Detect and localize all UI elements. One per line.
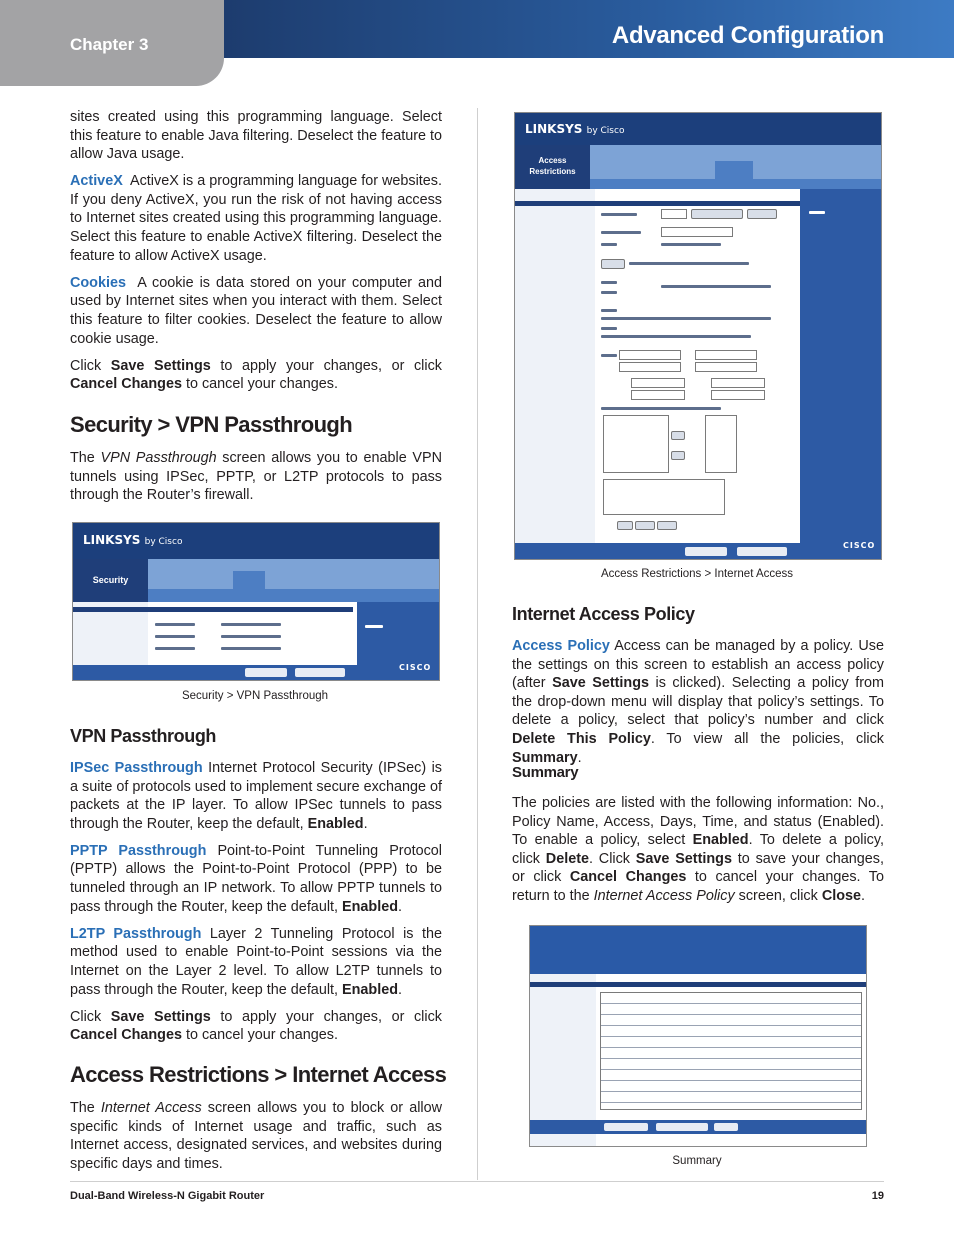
remove-app-button[interactable] [671,451,685,460]
main-menu [148,559,439,589]
add-button[interactable] [617,521,633,530]
sub-menu [148,589,439,602]
brand: LINKSYS [83,533,141,547]
times-inputs[interactable] [601,335,751,338]
text: . To delete a policy, click [512,832,884,867]
text-em: Internet Access Policy [593,887,735,904]
cancel-changes-button[interactable] [295,668,345,677]
java-paragraph: sites created using this programming language. Select this feature to enable Java filtering. Deselect the feature to allow Java usage. [70,109,442,163]
text-em: VPN Passthrough [100,450,217,466]
chapter-label: Chapter 3 [70,35,149,54]
text: to apply your changes, or click [210,357,442,374]
policy-name-input[interactable] [661,227,733,237]
enabled-bold: Enabled [342,898,398,915]
vpn-protocols [70,759,442,1053]
heading-vpn-sub: VPN Passthrough [70,726,217,746]
access-intro [70,1099,442,1182]
restriction-text [661,285,771,288]
text: . To view all the policies, click [650,730,884,747]
help-column [800,189,881,559]
add-app-button[interactable] [671,431,685,440]
text: to cancel your changes. [181,1027,338,1044]
keyword1-input[interactable] [631,378,685,388]
activex-paragraph [70,172,442,265]
help-link[interactable] [809,211,825,214]
pptp-term: PPTP Passthrough [70,842,207,859]
sub-menu [590,179,881,189]
policy-paragraph [512,637,884,767]
section-bar [73,607,353,612]
access-policy-label [601,213,637,216]
url3-input[interactable] [695,350,757,360]
section-label: Security [73,559,148,602]
access-policy-term: Access Policy [512,638,610,654]
text: The [70,450,101,466]
times-label [601,327,617,330]
applications-list[interactable] [603,415,669,473]
footer-line [70,1181,884,1182]
text: Access can be managed by a policy. Use the settings on this screen to establish an access policy (after [512,638,884,692]
brand-by: by Cisco [586,126,625,136]
row-label [155,647,195,650]
cookies-paragraph [70,274,442,348]
access-screenshot [514,112,882,560]
url2-input[interactable] [619,362,681,372]
save-settings-bold: Save Settings [110,1008,211,1025]
keyword2-input[interactable] [631,390,685,400]
cancel-changes-bold: Cancel Changes [569,869,687,886]
summary-section [512,794,884,914]
vpn-intro [70,449,442,513]
l2tp-term: L2TP Passthrough [70,925,202,942]
policy-section [512,637,884,776]
text: is clicked). Selecting a policy from the drop-down menu will display that policy’s settings. To delete a policy, select that policy’s number and click [512,675,884,729]
footer-product: Dual-Band Wireless-N Gigabit Router [70,1190,265,1202]
text: . [398,981,402,998]
access-intro-paragraph [70,1099,442,1173]
heading-summary: Summary [512,764,579,781]
caption-summary: Summary [672,1155,722,1167]
cancel-changes-bold: Cancel Changes [70,376,182,393]
row-label [155,623,195,626]
vpn-screenshot [72,522,440,681]
cancel-changes-button[interactable] [737,547,787,556]
url1-input[interactable] [619,350,681,360]
cancel-changes-bold: Cancel Changes [70,1027,182,1044]
cancel-changes-button[interactable] [656,1123,708,1131]
heading-internet-access-policy: Internet Access Policy [512,604,695,624]
linksys-logo [525,122,624,136]
ipsec-term: IPSec Passthrough [70,760,203,776]
summary-bold: Summary [512,749,578,766]
header-bar [224,0,954,58]
status-label [601,243,617,246]
pptp-paragraph [70,842,442,916]
active-tab [233,571,265,589]
text-em: Internet Access [100,1100,202,1116]
vpn-intro-paragraph [70,449,442,505]
delete-policy-button[interactable] [691,209,743,219]
summary-button[interactable] [747,209,777,219]
text: screen allows you to enable VPN tunnels using IPSec, PPTP, or L2TP protocols to pass through the Router’s firewall. [70,450,442,504]
allow-radio[interactable] [601,291,617,294]
apps-note [601,407,721,410]
status-radio[interactable] [661,243,721,246]
save-settings-button[interactable] [685,547,727,556]
text: to cancel your changes. To return to the [512,869,884,904]
section-bar [515,201,800,206]
close-button[interactable] [714,1123,738,1131]
text: The policies are listed with the following information: No., Policy Name, Access, Days, Time, and status (Enabled). To enable a policy, select [512,795,884,849]
section-label: Access Restrictions [515,145,590,189]
text: screen allows you to block or allow specific kinds of Internet usage and traffic, such as Internet access, designated services, and websites during specific days and times. [70,1100,442,1172]
text: screen, click [734,887,822,904]
active-tab [715,161,753,179]
save-instruction-1 [70,357,442,394]
brand-by: by Cisco [144,537,183,547]
url4-input[interactable] [695,362,757,372]
delete-button[interactable] [657,521,677,530]
delete-bold: Delete [545,850,589,867]
text: . [577,749,582,766]
radio-row[interactable] [221,635,281,638]
summary-screenshot [529,925,867,1147]
cookies-term: Cookies [70,274,126,291]
text: The [70,1100,101,1116]
text: Internet Protocol Security (IPSec) is a suite of protocols used to implement secure exchange of packets at the IP layer. To allow IPSec tunnels to pass through the Router, keep the default, [70,760,442,832]
save-settings-button[interactable] [604,1123,648,1131]
l2tp-paragraph [70,925,442,999]
deny-radio[interactable] [601,281,617,284]
enabled-bold: Enabled [692,832,749,849]
heading-access-restrictions: Access Restrictions > Internet Access [70,1062,447,1087]
text: Click [70,357,111,374]
text: to apply your changes, or click [210,1008,442,1025]
enabled-bold: Enabled [307,815,364,832]
section-bar [530,982,866,987]
days-label [601,309,617,312]
chapter-tab [0,0,224,86]
summary-paragraph [512,794,884,906]
radio-row[interactable] [221,647,281,650]
close-bold: Close [821,887,862,904]
caption-access: Access Restrictions > Internet Access [600,568,794,580]
page-title: Advanced Configuration [611,22,884,49]
policy-dropdown[interactable] [661,209,687,219]
text: Click [70,1008,111,1025]
text: . Click [589,850,636,867]
ipsec-paragraph [70,759,442,833]
save-settings-bold: Save Settings [635,850,732,867]
summary-topbar [530,926,866,974]
url1-label [601,354,617,357]
blocked-list[interactable] [705,415,737,473]
delete-policy-bold: Delete This Policy [512,730,651,747]
text: . [363,815,368,832]
save-instruction-2 [70,1008,442,1045]
radio-row[interactable] [221,623,281,626]
text: to save your changes, or click [512,850,884,886]
text: to cancel your changes. [181,376,338,393]
keyword4-input[interactable] [711,390,765,400]
save-settings-bold: Save Settings [552,675,649,692]
cookies-text: A cookie is data stored on your computer and used by Internet sites when you interact with them. Select this feature to filter cookies. Deselect the feature to allow cookie usage. [70,274,442,347]
enabled-bold: Enabled [342,981,398,998]
page-number: 19 [871,1190,884,1202]
edit-list-button[interactable] [601,259,625,269]
linksys-logo [83,533,182,547]
help-link[interactable] [365,625,383,628]
brand: LINKSYS [525,122,583,136]
save-settings-bold: Save Settings [110,357,211,374]
keyword3-input[interactable] [711,378,765,388]
text: Point-to-Point Tunneling Protocol (PPTP) allows the Point-to-Point Protocol (PPP) to be tunneled through an IP network. To allow PPTP tunnels to pass through the Router, keep the default, [70,842,442,915]
modify-button[interactable] [635,521,655,530]
cisco-logo: CISCO [843,541,876,550]
applied-pcs-text [629,262,749,265]
policy-name-label [601,231,641,234]
caption-vpn: Security > VPN Passthrough [181,690,329,702]
column-divider [477,108,478,1180]
text: . [398,898,402,915]
heading-vpn-passthrough: Security > VPN Passthrough [70,412,353,437]
side-panel [515,189,595,559]
application-form[interactable] [603,479,725,515]
activex-term: ActiveX [70,173,123,190]
cisco-logo: CISCO [399,663,432,672]
policy-summary-table [600,992,862,1110]
left-column-top [70,108,442,402]
days-checkboxes[interactable] [601,317,771,320]
row-label [155,635,195,638]
text: Layer 2 Tunneling Protocol is the method used to enable Point-to-Point sessions via the Internet on the Layer 2 level. To allow L2TP tunnels to pass through the Router, keep the default, [70,925,443,998]
save-settings-button[interactable] [245,668,287,677]
activex-text: ActiveX is a programming language for websites. If you deny ActiveX, you run the risk of not having access to Internet sites created using this programming language. Select this feature to enable ActiveX filtering. Deselect the feature to allow ActiveX usage. [70,173,443,264]
text: . [861,887,866,904]
